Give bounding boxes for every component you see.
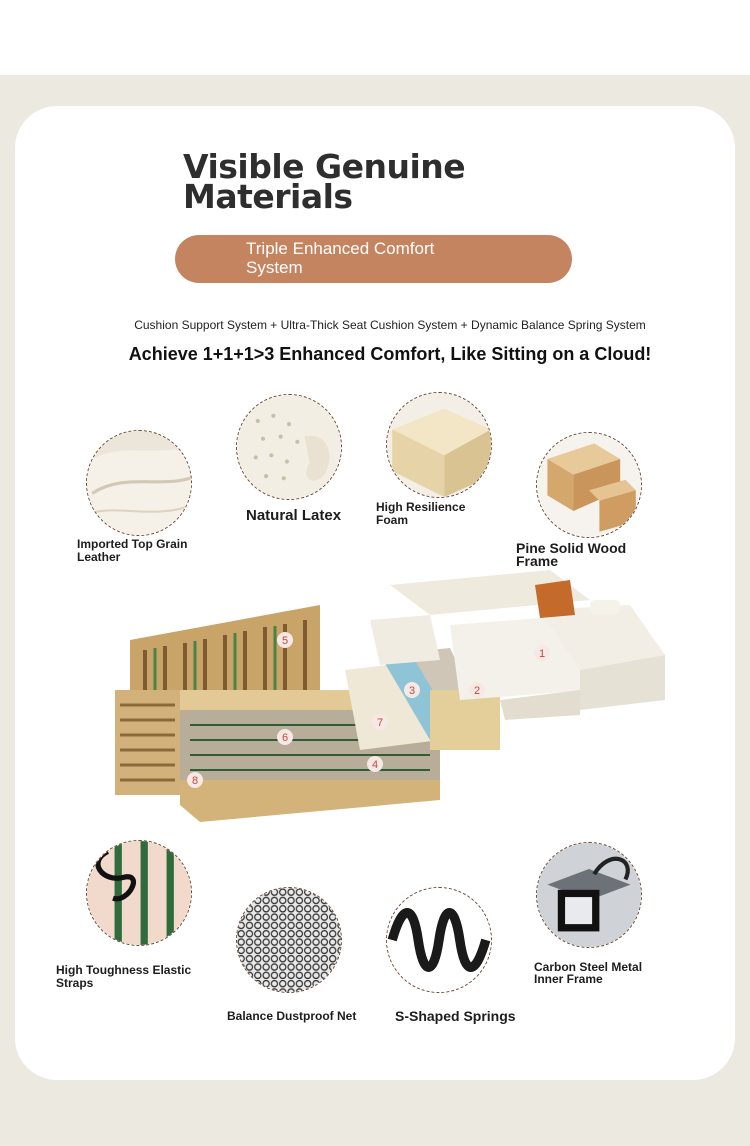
elastic-straps-icon bbox=[86, 840, 192, 946]
label-dustproof-net bbox=[227, 1010, 356, 1023]
callout-8: 8 bbox=[191, 775, 199, 787]
callout-4: 4 bbox=[371, 759, 379, 771]
callout-2: 2 bbox=[473, 685, 481, 697]
label-s-springs bbox=[395, 1008, 516, 1024]
callout-1: 1 bbox=[538, 648, 546, 660]
badge-line-1: Triple Enhanced Comfort bbox=[246, 239, 435, 258]
label-steel-line1: Carbon Steel Metal bbox=[534, 960, 643, 974]
callout-7: 7 bbox=[376, 717, 384, 729]
label-elastic-straps bbox=[56, 964, 191, 990]
label-steel-frame bbox=[534, 961, 642, 985]
callout-5: 5 bbox=[281, 635, 289, 647]
title-line-1: Visible Genuine bbox=[183, 147, 466, 186]
label-springs-line1: S-Shaped Springs bbox=[395, 1008, 516, 1024]
label-wood-line2: Frame bbox=[516, 553, 559, 569]
label-foam bbox=[376, 501, 465, 527]
leather-icon bbox=[86, 430, 192, 536]
label-straps-line1: High Toughness Elastic bbox=[56, 963, 192, 977]
wood-frame-icon bbox=[536, 432, 642, 538]
title-line-2: Materials bbox=[183, 177, 353, 216]
comfort-system-badge-text bbox=[246, 239, 476, 277]
dustproof-net-icon bbox=[236, 887, 342, 993]
sofa-cutaway-illustration bbox=[110, 560, 670, 830]
label-wood-line1: Pine Solid Wood bbox=[516, 540, 627, 556]
steel-frame-icon bbox=[536, 842, 642, 948]
label-steel-line2: Inner Frame bbox=[534, 972, 603, 986]
pull-out-drawer bbox=[180, 780, 440, 822]
foam-icon bbox=[386, 392, 492, 498]
comfort-headline: Achieve 1+1+1>3 Enhanced Comfort, Like Sitting on a Cloud! bbox=[128, 344, 652, 364]
latex-icon bbox=[236, 394, 342, 500]
callout-6: 6 bbox=[281, 732, 289, 744]
label-leather-line1: Imported Top Grain bbox=[77, 537, 188, 551]
label-latex bbox=[246, 508, 341, 524]
comfort-system-badge bbox=[175, 235, 572, 283]
label-straps-line2: Straps bbox=[56, 976, 94, 990]
sofa-pillow bbox=[535, 580, 575, 618]
label-leather-line2: Leather bbox=[77, 550, 121, 564]
page-title bbox=[183, 147, 583, 216]
label-net-line1: Balance Dustproof Net bbox=[227, 1009, 357, 1023]
label-foam-line1: High Resilience bbox=[376, 500, 466, 514]
label-latex-line1: Natural Latex bbox=[246, 507, 342, 524]
badge-line-2: System bbox=[246, 258, 303, 277]
s-springs-icon bbox=[386, 887, 492, 993]
label-foam-line2: Foam bbox=[376, 513, 409, 527]
callout-3: 3 bbox=[408, 685, 416, 697]
systems-subtitle: Cushion Support System + Ultra-Thick Seat Cushion System + Dynamic Balance Spring System bbox=[134, 318, 646, 332]
